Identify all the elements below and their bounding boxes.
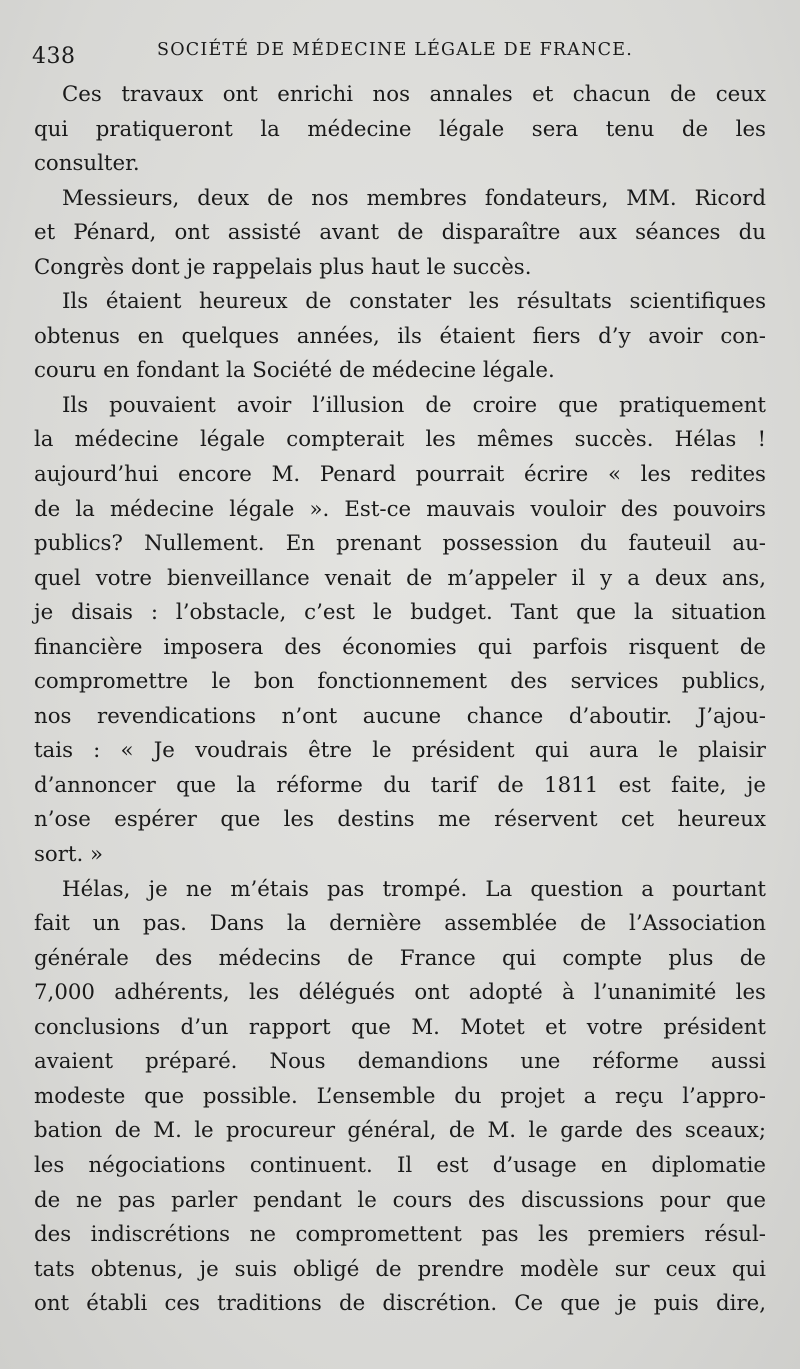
- text-line: d’annoncer que la réforme du tarif de 1811 est faite, je: [34, 772, 766, 798]
- text-line: tais : « Je voudrais être le président qui aura le plaisir: [34, 738, 766, 764]
- text-line: Ils étaient heureux de constater les résultats scientifiques: [62, 289, 766, 315]
- text-line: aujourd’hui encore M. Penard pourrait écrire « les redites: [34, 462, 766, 488]
- text-line: bation de M. le procureur général, de M. le garde des sceaux;: [34, 1118, 766, 1144]
- text-line: couru en fondant la Société de médecine légale.: [34, 358, 555, 384]
- page-header: [32, 36, 760, 68]
- text-line: nos revendications n’ont aucune chance d’aboutir. J’ajou-: [34, 703, 766, 729]
- text-line: des indiscrétions ne compromettent pas les premiers résul-: [34, 1222, 766, 1248]
- text-line: la médecine légale compterait les mêmes succès. Hélas !: [34, 427, 766, 453]
- text-line: 7,000 adhérents, les délégués ont adopté à l’unanimité les: [34, 980, 766, 1006]
- text-line: Congrès dont je rappelais plus haut le succès.: [34, 254, 532, 280]
- text-line: Ces travaux ont enrichi nos annales et chacun de ceux: [62, 82, 766, 107]
- page-number: 438: [32, 44, 76, 69]
- text-line: Messieurs, deux de nos membres fondateurs, MM. Ricord: [62, 185, 766, 211]
- text-line: compromettre le bon fonctionnement des services publics,: [34, 669, 766, 695]
- text-line: qui pratiqueront la médecine légale sera tenu de les: [34, 116, 766, 142]
- text-line: quel votre bienveillance venait de m’appeler il y a deux ans,: [34, 565, 766, 591]
- text-line: financière imposera des économies qui parfois risquent de: [34, 634, 766, 660]
- text-line: générale des médecins de France qui compte plus de: [34, 945, 766, 971]
- text-line: consulter.: [34, 151, 140, 177]
- text-line: Ils pouvaient avoir l’illusion de croire que pratiquement: [62, 392, 766, 418]
- text-line: modeste que possible. L’ensemble du projet a reçu l’appro-: [34, 1083, 766, 1109]
- text-line: de ne pas parler pendant le cours des discussions pour que: [34, 1187, 766, 1213]
- text-line: tats obtenus, je suis obligé de prendre modèle sur ceux qui: [34, 1256, 766, 1282]
- text-line: et Pénard, ont assisté avant de disparaître aux séances du: [34, 220, 766, 246]
- body-text: [34, 78, 766, 1322]
- text-line: Hélas, je ne m’étais pas trompé. La question a pourtant: [62, 876, 766, 902]
- running-head: SOCIÉTÉ DE MÉDECINE LÉGALE DE FRANCE.: [157, 40, 633, 60]
- text-line: avaient préparé. Nous demandions une réforme aussi: [34, 1049, 766, 1075]
- text-line: ont établi ces traditions de discrétion. Ce que je puis dire,: [34, 1291, 766, 1317]
- text-line: conclusions d’un rapport que M. Motet et votre président: [34, 1014, 766, 1040]
- text-line: n’ose espérer que les destins me réservent cet heureux: [34, 807, 766, 833]
- text-line: publics? Nullement. En prenant possession du fauteuil au-: [34, 531, 766, 557]
- text-line: de la médecine légale ». Est-ce mauvais vouloir des pouvoirs: [34, 496, 766, 522]
- text-line: fait un pas. Dans la dernière assemblée de l’Association: [34, 911, 766, 937]
- text-line: obtenus en quelques années, ils étaient fiers d’y avoir con-: [34, 323, 766, 349]
- text-line: sort. »: [34, 842, 104, 868]
- text-line: je disais : l’obstacle, c’est le budget. Tant que la situation: [34, 600, 766, 626]
- text-line: les négociations continuent. Il est d’usage en diplomatie: [34, 1152, 766, 1178]
